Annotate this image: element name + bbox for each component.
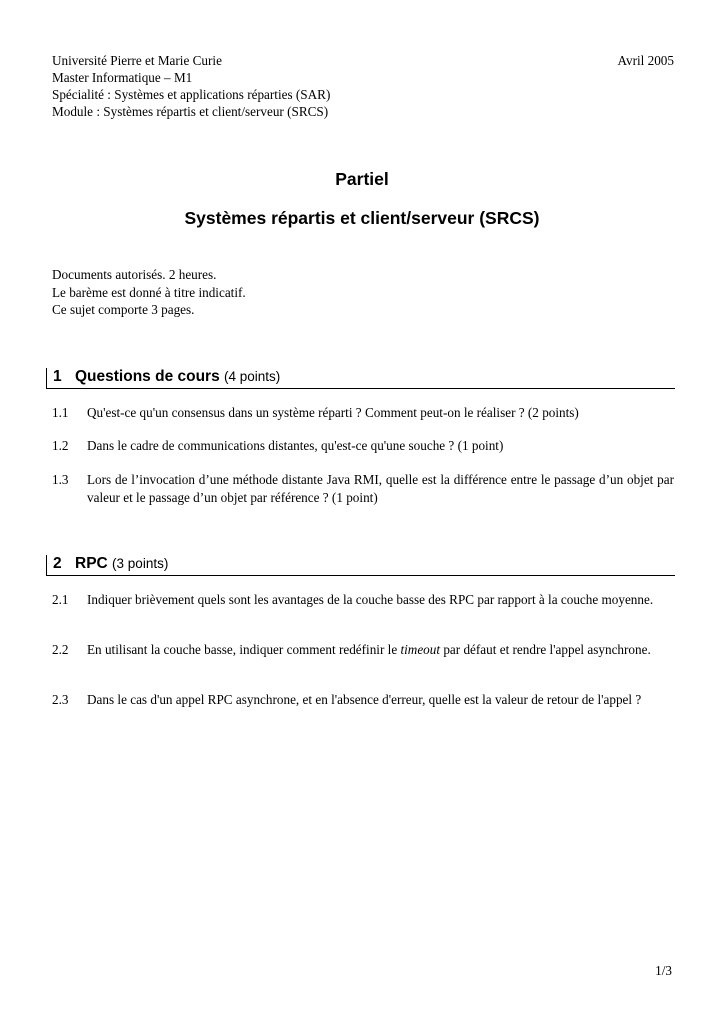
question-text: Lors de l’invocation d’une méthode distante Java RMI, quelle est la différence entre le passage d’un objet par valeur et le passage d’un objet par référence ? (1 point) bbox=[87, 472, 674, 505]
section-points: (3 points) bbox=[112, 556, 169, 571]
question-item bbox=[52, 641, 674, 659]
question-item bbox=[52, 404, 674, 422]
instructions bbox=[52, 266, 246, 319]
section-number: 1 bbox=[53, 368, 62, 385]
section-heading-2 bbox=[46, 555, 675, 576]
section-number: 2 bbox=[53, 555, 62, 572]
question-item bbox=[52, 691, 674, 709]
question-number: 1.1 bbox=[52, 405, 69, 420]
page-title: Partiel bbox=[335, 169, 389, 189]
institution-initial: U bbox=[52, 53, 62, 68]
instruction-line: Le barème est donné à titre indicatif. bbox=[52, 284, 246, 300]
question-number: 1.2 bbox=[52, 438, 69, 453]
program-line: Master Informatique – M1 bbox=[52, 70, 193, 85]
section-title bbox=[75, 555, 168, 573]
question-number: 1.3 bbox=[52, 472, 69, 487]
document-header bbox=[52, 52, 674, 120]
institution-line bbox=[52, 52, 674, 69]
question-text: Dans le cadre de communications distantes, qu'est-ce qu'une souche ? (1 point) bbox=[87, 438, 504, 453]
question-number: 2.2 bbox=[52, 642, 69, 657]
question-number: 2.3 bbox=[52, 692, 69, 707]
question-text bbox=[87, 641, 674, 659]
section-title bbox=[75, 368, 280, 386]
question-text: Dans le cas d'un appel RPC asynchrone, et en l'absence d'erreur, quelle est la valeur de retour de l'appel ? bbox=[87, 692, 642, 707]
question-text-part: par défaut et rendre l'appel asynchrone. bbox=[440, 642, 651, 657]
question-text: Indiquer brièvement quels sont les avantages de la couche basse des RPC par rapport à la couche moyenne. bbox=[87, 592, 654, 607]
instruction-line: Ce sujet comporte 3 pages. bbox=[52, 302, 195, 317]
specialty-line: Spécialité : Systèmes et applications réparties (SAR) bbox=[52, 87, 331, 102]
institution-name: niversité Pierre et Marie Curie bbox=[61, 53, 222, 68]
page-number: 1/3 bbox=[655, 963, 672, 978]
question-text-emphasis: timeout bbox=[400, 642, 441, 657]
page-subtitle: Systèmes répartis et client/serveur (SRCS) bbox=[184, 208, 540, 228]
module-line: Module : Systèmes répartis et client/serveur (SRCS) bbox=[52, 104, 329, 119]
section-name: Questions de cours bbox=[75, 368, 220, 385]
question-item bbox=[52, 471, 674, 506]
section-points: (4 points) bbox=[224, 369, 281, 384]
section-heading-1 bbox=[46, 368, 675, 389]
section-name: RPC bbox=[75, 555, 108, 572]
question-text: Qu'est-ce qu'un consensus dans un système réparti ? Comment peut-on le réaliser ? (2 points) bbox=[87, 405, 579, 420]
question-text-part: En utilisant la couche basse, indiquer comment redéfinir le bbox=[87, 642, 401, 657]
exam-date: Avril 2005 bbox=[617, 53, 674, 68]
question-item bbox=[52, 591, 674, 609]
question-number: 2.1 bbox=[52, 592, 69, 607]
instruction-line: Documents autorisés. 2 heures. bbox=[52, 267, 217, 282]
question-item bbox=[52, 437, 674, 455]
